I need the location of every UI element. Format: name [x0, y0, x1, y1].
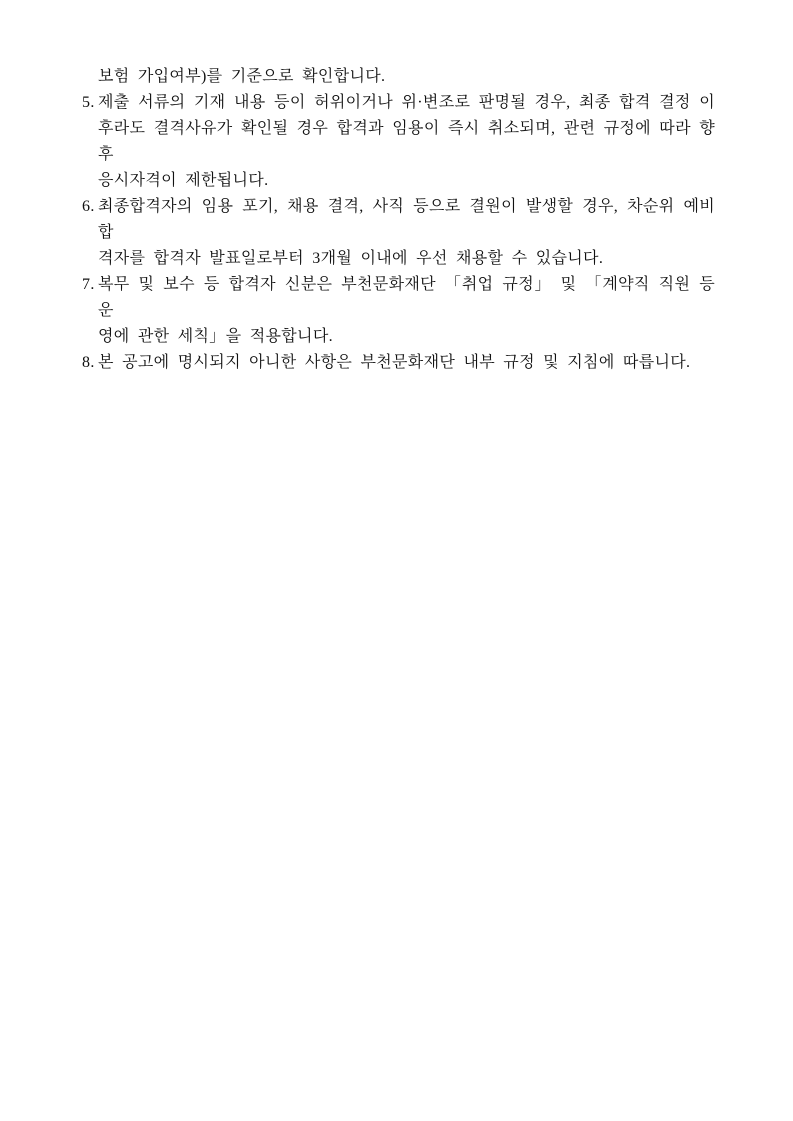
text-line: 복무 및 보수 등 합격자 신분은 부천문화재단 「취업 규정」 및 「계약직 직원 등 운	[98, 276, 715, 319]
list-item-6-text	[98, 194, 715, 272]
document-body	[0, 0, 793, 376]
text-line: 후라도 결격사유가 확인될 경우 합격과 임용이 즉시 취소되며, 관련 규정에 따라 향후	[98, 120, 715, 163]
list-number-8: 8.	[82, 354, 95, 371]
list-item-5-text	[98, 90, 715, 194]
text-line: 응시자격이 제한됩니다.	[98, 172, 269, 189]
text-line: 격자를 합격자 발표일로부터 3개월 이내에 우선 채용할 수 있습니다.	[98, 250, 604, 267]
list-item-8-text	[98, 350, 715, 376]
text-line: 영에 관한 세칙」을 적용합니다.	[98, 328, 333, 345]
list-item-7	[82, 272, 715, 350]
list-item-5	[82, 90, 715, 194]
text-line: 제출 서류의 기재 내용 등이 허위이거나 위·변조로 판명될 경우, 최종 합격 결정 이	[98, 94, 715, 111]
list-number-7: 7.	[82, 276, 95, 293]
paragraph-item4-continuation: 보험 가입여부)를 기준으로 확인합니다.	[98, 68, 386, 85]
text-line: 본 공고에 명시되지 아니한 사항은 부천문화재단 내부 규정 및 지침에 따릅니다.	[98, 354, 691, 371]
list-item-7-text	[98, 272, 715, 350]
list-number-5: 5.	[82, 94, 95, 111]
list-item-8	[82, 350, 715, 376]
text-line: 최종합격자의 임용 포기, 채용 결격, 사직 등으로 결원이 발생할 경우, 차순위 예비합	[98, 198, 715, 241]
list-number-6: 6.	[82, 198, 95, 215]
list-item-6	[82, 194, 715, 272]
